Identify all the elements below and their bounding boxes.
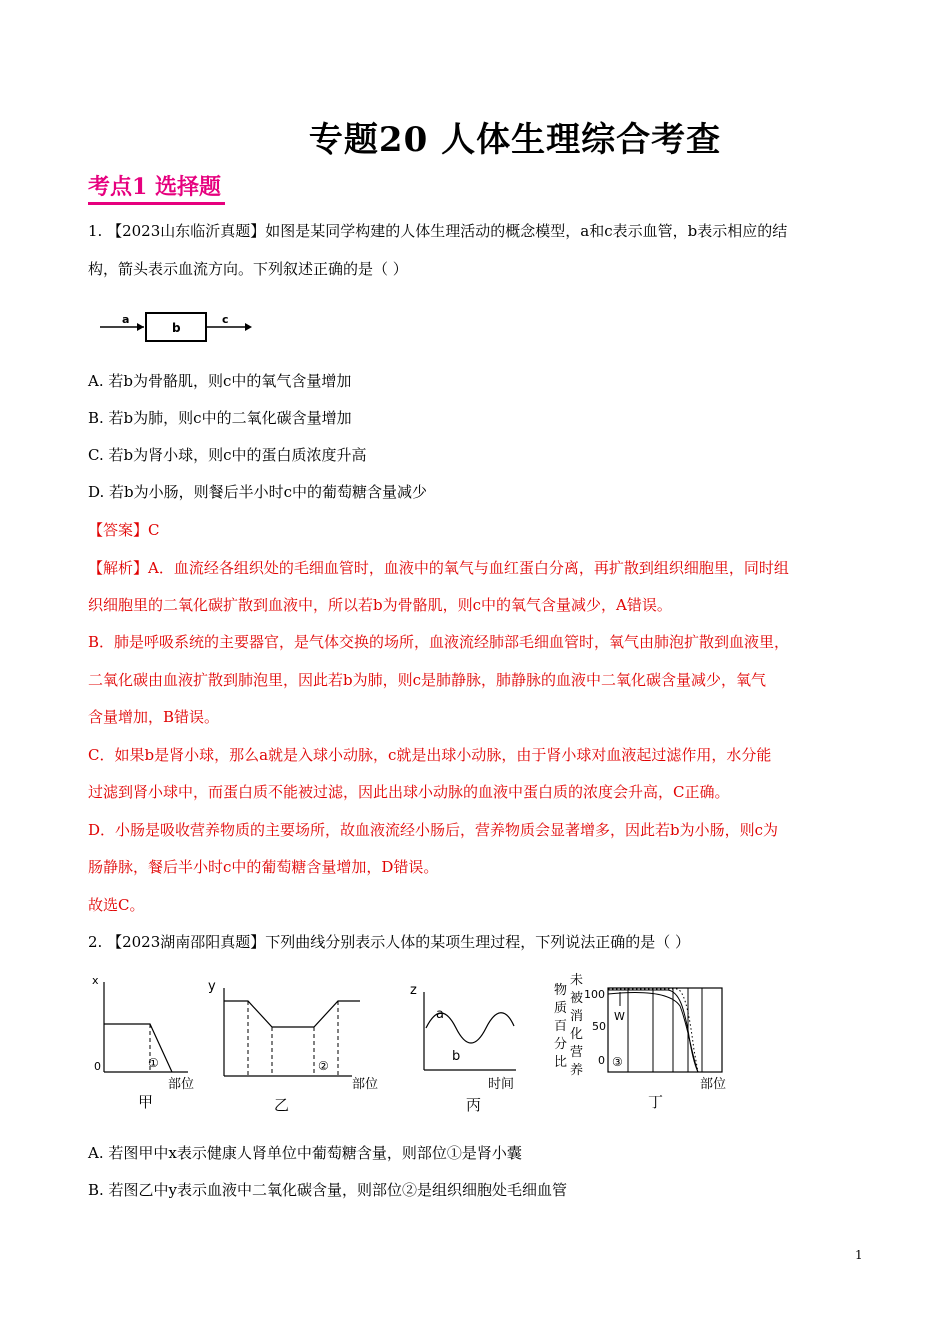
yi-caption: 乙 <box>274 1096 290 1114</box>
bing-axis-y: z <box>410 983 417 998</box>
q2-option-b: B. 若图乙中y表示血液中二氧化碳含量，则部位②是组织细胞处毛细血管 <box>88 1181 568 1199</box>
jia-axis-x: 部位 <box>168 1077 195 1092</box>
ding-label-col1-3: 百 <box>554 1019 568 1034</box>
jia-origin: 0 <box>94 1060 101 1073</box>
bing-axis-x: 时间 <box>488 1077 515 1092</box>
ding-label-col2-5: 营 <box>570 1045 584 1060</box>
ding-mark-3: ③ <box>612 1055 623 1069</box>
q1-option-c: C. 若b为肾小球，则c中的蛋白质浓度升高 <box>88 446 367 464</box>
q1-stem-line1: 1. 【2023山东临沂真题】如图是某同学构建的人体生理活动的概念模型，a和c表示血管，b表示相应的结 <box>88 222 788 240</box>
jia-mark: ① <box>148 1056 159 1070</box>
graph-bing <box>410 983 516 1114</box>
ding-tick-0: 0 <box>598 1054 605 1067</box>
q2-stem: 2. 【2023湖南邵阳真题】下列曲线分别表示人体的某项生理过程，下列说法正确的是（ ） <box>88 933 691 951</box>
q1-answer: 【答案】C <box>88 521 160 539</box>
ding-label-col1-1: 物 <box>554 983 568 998</box>
jia-axis-y: x <box>92 974 99 987</box>
ding-label-col1-4: 分 <box>554 1037 568 1052</box>
yi-mark: ② <box>318 1059 329 1073</box>
q1-analysis-line6: C．如果b是肾小球，那么a就是入球小动脉，c就是出球小动脉，由于肾小球对血液起过滤作用，水分能 <box>88 746 772 764</box>
yi-axis-y: y <box>208 979 216 994</box>
arrow-a-icon <box>137 323 144 331</box>
ding-label-col2-4: 化 <box>570 1027 584 1042</box>
q1-analysis-line3: B．肺是呼吸系统的主要器官，是气体交换的场所，血液流经肺部毛细血管时，氧气由肺泡扩散到血液里， <box>88 633 790 651</box>
ding-label-col1-5: 比 <box>554 1055 568 1070</box>
page-title: 专题20 人体生理综合考查 <box>308 120 722 160</box>
label-c: c <box>222 313 229 326</box>
ding-tick-50: 50 <box>592 1020 606 1033</box>
bing-curve-b: b <box>452 1049 461 1064</box>
q1-analysis-line7: 过滤到肾小球中，而蛋白质不能被过滤，因此出球小动脉的血液中蛋白质的浓度会升高，C正确。 <box>88 783 730 801</box>
arrow-c-icon <box>245 323 252 331</box>
bing-curve-a: a <box>436 1007 444 1022</box>
bing-caption: 丙 <box>466 1096 482 1114</box>
graph-jia <box>92 974 194 1111</box>
ding-tick-100: 100 <box>584 988 605 1001</box>
q1-analysis-line10: 故选C。 <box>88 896 145 914</box>
q1-analysis-line8: D．小肠是吸收营养物质的主要场所，故血液流经小肠后，营养物质会显著增多，因此若b为小肠，则c为 <box>88 821 779 839</box>
q1-option-d: D. 若b为小肠，则餐后半小时c中的葡萄糖含量减少 <box>88 483 428 501</box>
graph-yi <box>208 979 378 1114</box>
q1-concept-diagram <box>100 305 260 347</box>
ding-label-col1-2: 质 <box>554 1001 568 1016</box>
q1-analysis-line4: 二氧化碳由血液扩散到肺泡里，因此若b为肺，则c是肺静脉，肺静脉的血液中二氧化碳含量减少，氧气 <box>88 671 767 689</box>
label-a: a <box>122 313 130 326</box>
ding-label-col2-2: 被 <box>570 991 584 1006</box>
q2-graphs <box>88 970 738 1120</box>
q1-analysis-line2: 织细胞里的二氧化碳扩散到血液中，所以若b为骨骼肌，则c中的氧气含量减少，A错误。 <box>88 596 672 614</box>
ding-caption: 丁 <box>648 1093 664 1111</box>
ding-label-col2-1: 未 <box>570 973 584 988</box>
page-number: 1 <box>855 1248 863 1262</box>
label-b: b <box>172 321 181 335</box>
q1-stem-line2: 构，箭头表示血流方向。下列叙述正确的是（ ） <box>88 260 408 278</box>
q1-option-a: A. 若b为骨骼肌，则c中的氧气含量增加 <box>88 372 352 390</box>
ding-label-col2-3: 消 <box>570 1009 584 1024</box>
q1-analysis-line1: 【解析】A．血流经各组织处的毛细血管时，血液中的氧气与血红蛋白分离，再扩散到组织细胞里，同时组 <box>88 559 789 577</box>
section-heading: 考点1 选择题 <box>88 172 225 205</box>
graph-ding <box>554 972 726 1111</box>
q1-analysis-line9: 肠静脉，餐后半小时c中的葡萄糖含量增加，D错误。 <box>88 858 439 876</box>
ding-axis-x: 部位 <box>700 1077 727 1092</box>
ding-label-col2-6: 养 <box>570 1063 584 1078</box>
q1-option-b: B. 若b为肺，则c中的二氧化碳含量增加 <box>88 409 352 427</box>
jia-caption: 甲 <box>138 1093 154 1111</box>
q1-analysis-line5: 含量增加，B错误。 <box>88 708 220 726</box>
ding-mark-w: W <box>614 1010 625 1023</box>
yi-axis-x: 部位 <box>352 1077 379 1092</box>
q2-option-a: A. 若图甲中x表示健康人肾单位中葡萄糖含量，则部位①是肾小囊 <box>88 1144 522 1162</box>
